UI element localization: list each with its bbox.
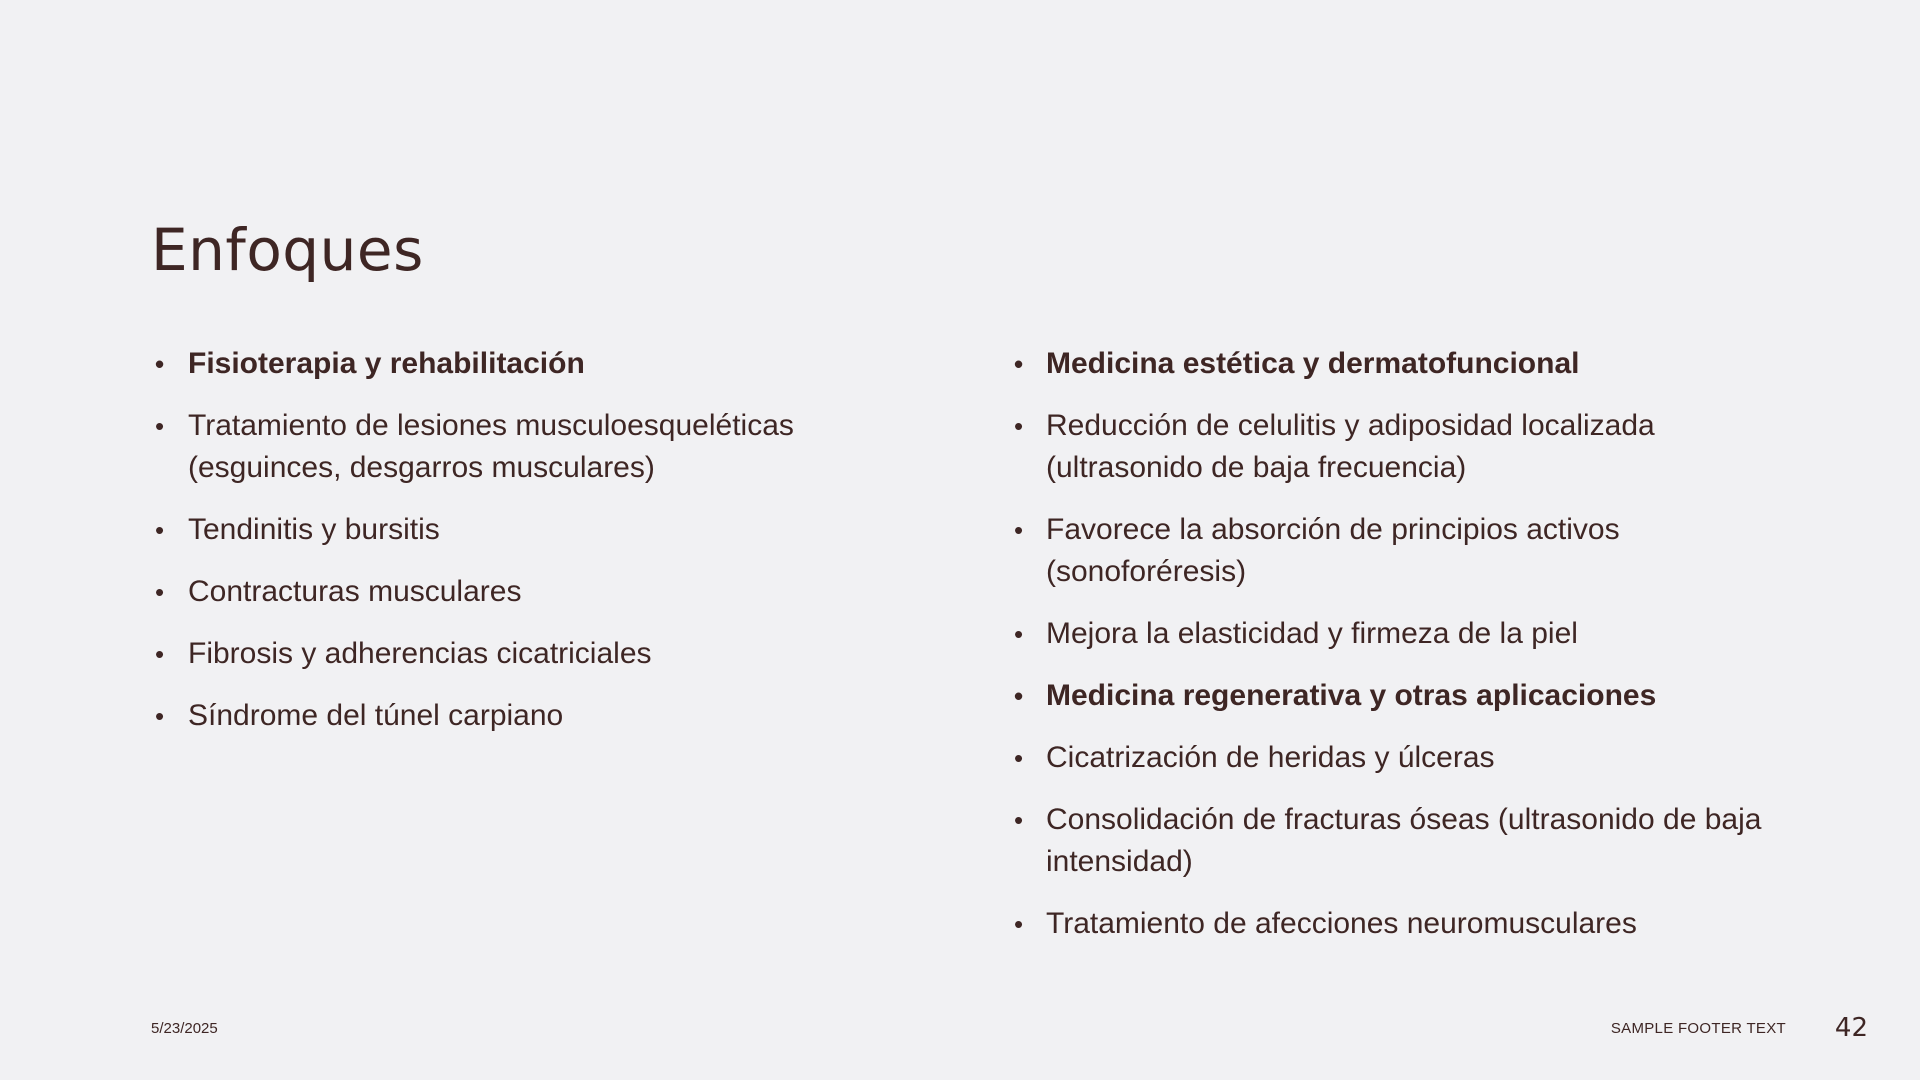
bullet-icon: • xyxy=(1014,349,1024,379)
bullet-icon: • xyxy=(155,639,165,669)
list-item-text: Reducción de celulitis y adiposidad localizada (ultrasonido de baja frecuencia) xyxy=(1046,409,1655,484)
bullet-icon: • xyxy=(1014,805,1024,835)
list-item-text: Consolidación de fracturas óseas (ultrasonido de baja intensidad) xyxy=(1046,803,1762,878)
list-item-text: Fibrosis y adherencias cicatriciales xyxy=(188,637,652,670)
bullet-icon: • xyxy=(1014,515,1024,545)
list-item-text: Tratamiento de lesiones musculoesqueléticas (esguinces, desgarros musculares) xyxy=(188,409,794,484)
slide-title: Enfoques xyxy=(151,216,424,284)
list-item-text: Síndrome del túnel carpiano xyxy=(188,699,564,732)
list-item-text: Mejora la elasticidad y firmeza de la piel xyxy=(1046,617,1578,650)
list-item-text: Tendinitis y bursitis xyxy=(188,513,440,546)
bullet-icon: • xyxy=(155,577,165,607)
list-item xyxy=(151,405,871,489)
bullet-icon: • xyxy=(1014,411,1024,441)
list-item-text: Medicina estética y dermatofuncional xyxy=(1046,347,1580,380)
bullet-icon: • xyxy=(155,515,165,545)
list-item-text: Cicatrización de heridas y úlceras xyxy=(1046,741,1495,774)
list-item xyxy=(1010,737,1780,779)
list-item xyxy=(1010,405,1780,489)
list-item xyxy=(1010,343,1780,385)
list-item xyxy=(151,571,871,613)
list-item xyxy=(1010,799,1780,883)
list-item xyxy=(151,343,871,385)
list-item-text: Tratamiento de afecciones neuromusculares xyxy=(1046,907,1637,940)
right-bullet-list xyxy=(1010,343,1780,965)
list-item xyxy=(151,509,871,551)
list-item-text: Fisioterapia y rehabilitación xyxy=(188,347,585,380)
footer-date: 5/23/2025 xyxy=(151,1020,218,1037)
list-item xyxy=(151,633,871,675)
list-item xyxy=(1010,903,1780,945)
bullet-icon: • xyxy=(1014,681,1024,711)
list-item-text: Contracturas musculares xyxy=(188,575,522,608)
bullet-icon: • xyxy=(155,411,165,441)
list-item xyxy=(1010,675,1780,717)
list-item-text: Medicina regenerativa y otras aplicaciones xyxy=(1046,679,1657,712)
list-item-text: Favorece la absorción de principios activos (sonoforéresis) xyxy=(1046,513,1620,588)
footer-text: SAMPLE FOOTER TEXT xyxy=(1610,1020,1786,1037)
bullet-icon: • xyxy=(1014,619,1024,649)
bullet-icon: • xyxy=(1014,909,1024,939)
list-item xyxy=(1010,613,1780,655)
bullet-icon: • xyxy=(155,701,165,731)
left-bullet-list xyxy=(151,343,871,757)
list-item xyxy=(1010,509,1780,593)
page-number: 42 xyxy=(1834,1013,1868,1043)
bullet-icon: • xyxy=(155,349,165,379)
list-item xyxy=(151,695,871,737)
bullet-icon: • xyxy=(1014,743,1024,773)
